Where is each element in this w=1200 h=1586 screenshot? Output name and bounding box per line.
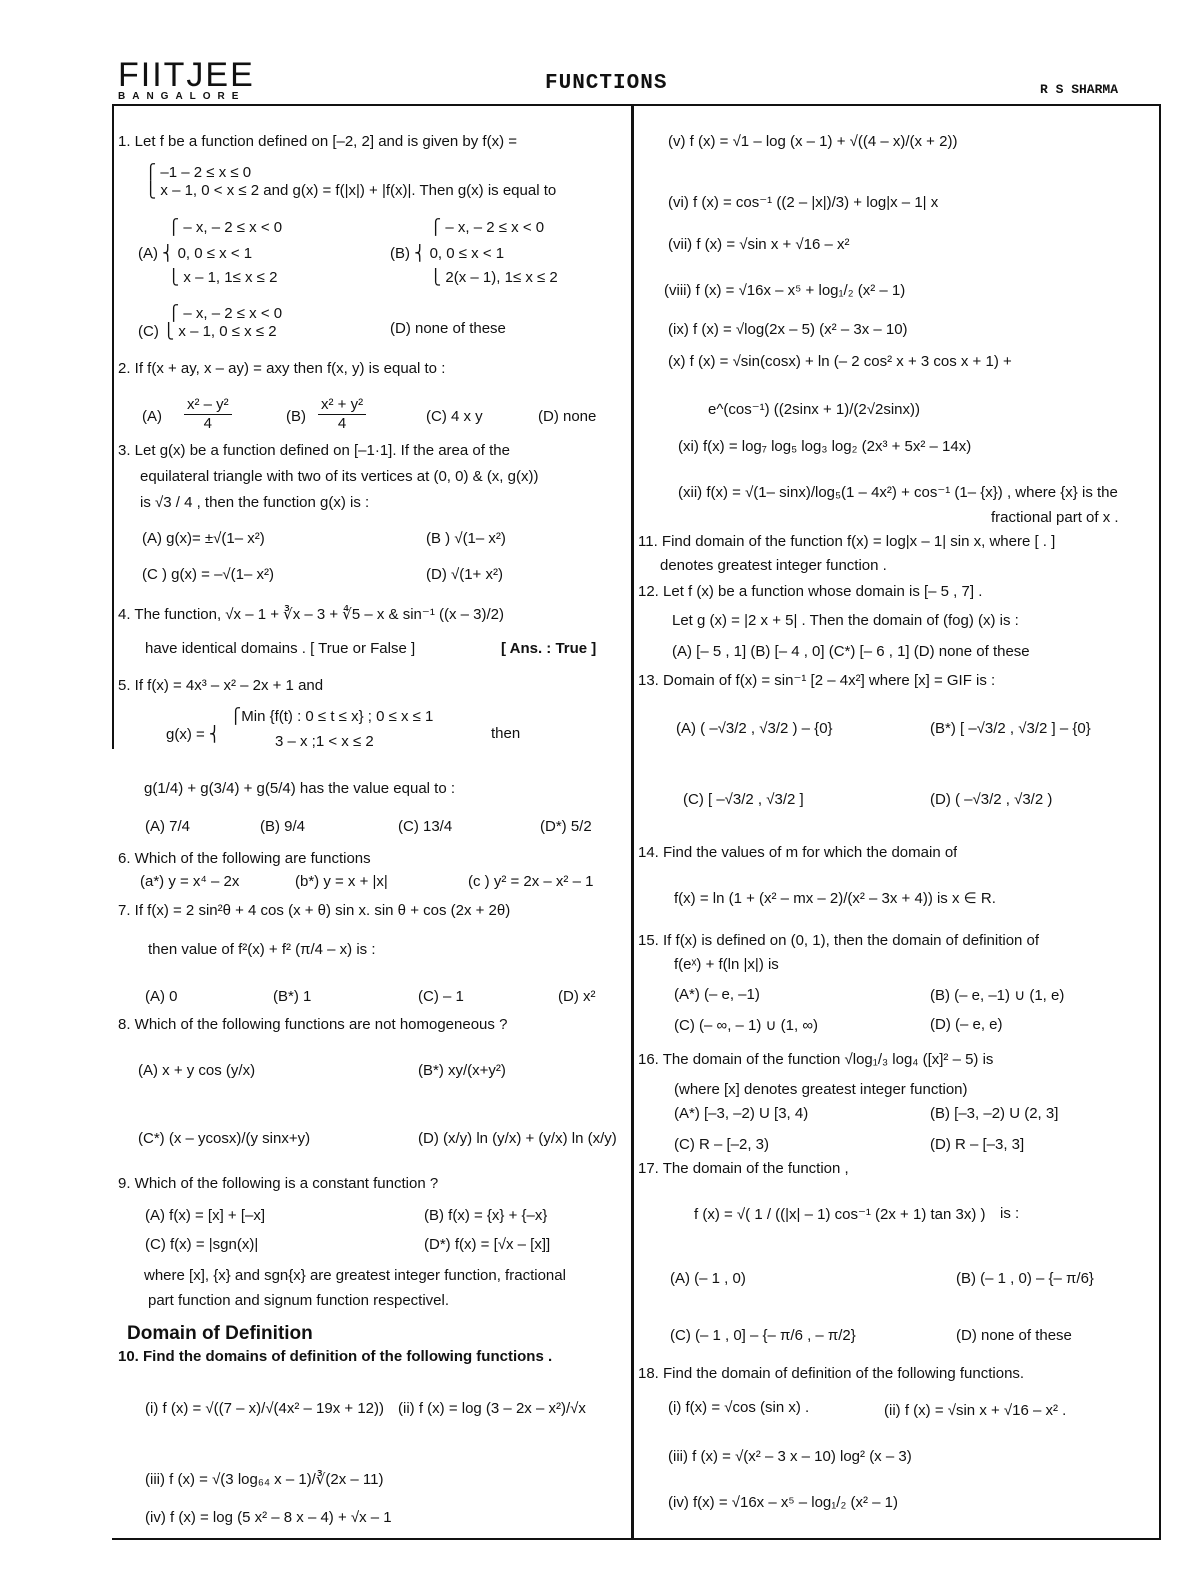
left-line: (A) f(x) = [x] + [–x] [145,1207,266,1224]
bottom-border [112,1538,1159,1540]
left-line: g(1/4) + g(3/4) + g(5/4) has the value equal to : [144,780,456,797]
left-line: 4. The function, √x – 1 + ∛x – 3 + ∜5 – x & sin⁻¹ ((x – 3)/2) [118,606,504,623]
right-line: (C) [ –√3/2 , √3/2 ] [683,791,804,808]
left-line: ⎧ –1 – 2 ≤ x ≤ 0 [145,164,252,181]
right-line: (ix) f (x) = √log(2x – 5) (x² – 3x – 10) [668,321,908,338]
right-line: (ii) f (x) = √sin x + √16 – x² . [884,1402,1067,1419]
right-line: (B*) [ –√3/2 , √3/2 ] – {0} [930,720,1091,737]
left-line: 6. Which of the following are functions [118,850,371,867]
fraction [318,396,366,433]
right-line: 11. Find domain of the function f(x) = log|x – 1| sin x, where [ . ] [638,533,1056,550]
right-line: (B) (– e, –1) ∪ (1, e) [930,987,1065,1004]
left-line: 1. Let f be a function defined on [–2, 2] and is given by f(x) = [118,133,518,150]
left-line: ⎧ – x, – 2 ≤ x < 0 [430,219,545,236]
left-line: (C*) (x – ycosx)/(y sinx+y) [138,1130,311,1147]
right-line: (v) f (x) = √1 – log (x – 1) + √((4 – x)/(x + 2)) [668,133,958,150]
right-line: (xii) f(x) = √(1– sinx)/log₅(1 – 4x²) + cos⁻¹ (1– {x}) , where {x} is the [678,484,1118,501]
left-line: ⎧Min {f(t) : 0 ≤ t ≤ x} ; 0 ≤ x ≤ 1 [230,708,434,725]
left-line: have identical domains . [ True or False ] [145,640,416,657]
right-line: f (x) = √( 1 / ((|x| – 1) cos⁻¹ (2x + 1) tan 3x) ) [694,1206,986,1223]
left-line: 7. If f(x) = 2 sin²θ + 4 cos (x + θ) sin x. sin θ + cos (2x + 2θ) [118,902,511,919]
left-line: 3. Let g(x) be a function defined on [–1·1]. If the area of the [118,442,510,459]
left-line: ⎩ 2(x – 1), 1≤ x ≤ 2 [430,269,558,286]
left-line: (B) ⎨ 0, 0 ≤ x < 1 [390,245,505,262]
left-line: (B) 9/4 [260,818,306,835]
left-line: (B) [286,408,306,425]
right-line: (x) f (x) = √sin(cosx) + ln (– 2 cos² x + 3 cos x + 1) + [668,353,1012,370]
left-line: (C) 13/4 [398,818,453,835]
left-line: (A) [142,408,162,425]
left-line: (C) f(x) = |sgn(x)| [145,1236,259,1253]
right-line: denotes greatest integer function . [660,557,887,574]
left-line: (C) ⎩ x – 1, 0 ≤ x ≤ 2 [138,323,277,340]
right-line: fractional part of x . [991,509,1119,526]
right-line: (C) (– ∞, – 1) ∪ (1, ∞) [674,1017,819,1034]
left-line: equilateral triangle with two of its vertices at (0, 0) & (x, g(x)) [140,468,539,485]
right-line: e^(cos⁻¹) ((2sinx + 1)/(2√2sinx)) [708,401,920,418]
left-line: (A) g(x)= ±√(1– x²) [142,530,265,547]
left-line: (B*) 1 [273,988,312,1005]
left-border [112,104,114,749]
left-line: 10. Find the domains of definition of the following functions . [118,1348,553,1365]
right-line: f(eˣ) + f(ln |x|) is [674,956,779,973]
left-line: (iii) f (x) = √(3 log₆₄ x – 1)/∛(2x – 11) [145,1471,384,1488]
left-line: (D) √(1+ x²) [426,566,503,583]
right-line: is : [1000,1205,1020,1222]
left-line: then [491,725,521,742]
numerator: x² + y² [318,396,366,415]
left-line: where [x], {x} and sgn{x} are greatest integer function, fractional [144,1267,566,1284]
right-line: (D) R – [–3, 3] [930,1136,1025,1153]
right-line: (iii) f (x) = √(x² – 3 x – 10) log² (x – 3) [668,1448,912,1465]
right-line: 16. The domain of the function √log₁/₃ log₄ ([x]² – 5) is [638,1051,994,1068]
left-line: (a*) y = x⁴ – 2x [140,873,240,890]
right-line: (i) f(x) = √cos (sin x) . [668,1399,810,1416]
left-line: (A) ⎨ 0, 0 ≤ x < 1 [138,245,253,262]
numerator: x² – y² [184,396,232,415]
right-line: f(x) = ln (1 + (x² – mx – 2)/(x² – 3x + 4)) is x ∈ R. [674,890,996,907]
right-line: (A) (– 1 , 0) [670,1270,746,1287]
denominator: 4 [203,415,212,432]
right-line: (vi) f (x) = cos⁻¹ ((2 – |x|)/3) + log|x – 1| x [668,194,939,211]
left-line: (i) f (x) = √((7 – x)/√(4x² – 19x + 12)) [145,1400,385,1417]
right-line: (where [x] denotes greatest integer function) [674,1081,968,1098]
left-line: (D) (x/y) ln (y/x) + (y/x) ln (x/y) [418,1130,617,1147]
right-line: (B) (– 1 , 0) – {– π/6} [956,1270,1094,1287]
fraction [184,396,232,433]
left-line: ⎧ – x, – 2 ≤ x < 0 [168,219,283,236]
right-line: (A*) (– e, –1) [674,986,760,1003]
right-line: 13. Domain of f(x) = sin⁻¹ [2 – 4x²] where [x] = GIF is : [638,672,996,689]
left-line: 3 – x ;1 < x ≤ 2 [275,733,374,750]
right-line: (D) ( –√3/2 , √3/2 ) [930,791,1053,808]
column-divider [631,104,634,1540]
left-line: 2. If f(x + ay, x – ay) = axy then f(x, y) is equal to : [118,360,446,377]
author-name: R S SHARMA [1040,82,1119,97]
right-line: (viii) f (x) = √16x – x⁵ + log₁/₂ (x² – 1) [664,282,906,299]
left-line: (A) 0 [145,988,178,1005]
right-line: (A) ( –√3/2 , √3/2 ) – {0} [676,720,833,737]
left-line: (D) none of these [390,320,506,337]
left-line: part function and signum function respectivel. [148,1292,450,1309]
logo-subtitle: BANGALORE [118,91,246,102]
left-line: 5. If f(x) = 4x³ – x² – 2x + 1 and [118,677,324,694]
left-line: then value of f²(x) + f² (π/4 – x) is : [148,941,376,958]
left-line: ⎧ – x, – 2 ≤ x < 0 [168,305,283,322]
section-heading: Domain of Definition [127,1323,313,1344]
right-line: (xi) f(x) = log₇ log₅ log₃ log₂ (2x³ + 5x² – 14x) [678,438,972,455]
right-line: 14. Find the values of m for which the domain of [638,844,958,861]
left-line: 8. Which of the following functions are not homogeneous ? [118,1016,508,1033]
left-line: (D*) 5/2 [540,818,592,835]
denominator: 4 [337,415,347,432]
left-line: (C) 4 x y [426,408,483,425]
page-title: FUNCTIONS [545,72,668,95]
left-line: (D) x² [558,988,596,1005]
left-line: (D) none [538,408,597,425]
left-line: [ Ans. : True ] [501,640,597,657]
page-header [0,0,1200,110]
left-line: (c ) y² = 2x – x² – 1 [468,873,594,890]
right-line: (C) R – [–2, 3) [674,1136,770,1153]
left-line: (C) – 1 [418,988,464,1005]
left-line: (A) 7/4 [145,818,191,835]
right-line: 15. If f(x) is defined on (0, 1), then the domain of definition of [638,932,1040,949]
right-line: (D) none of these [956,1327,1072,1344]
right-line: (A) [– 5 , 1] (B) [– 4 , 0] (C*) [– 6 , 1] (D) none of these [672,643,1030,660]
logo: FIITJEE [118,56,255,94]
left-line: (B ) √(1– x²) [426,530,506,547]
right-line: (vii) f (x) = √sin x + √16 – x² [668,236,850,253]
right-line: Let g (x) = |2 x + 5| . Then the domain of (fog) (x) is : [672,612,1019,629]
right-line: (A*) [–3, –2) U [3, 4) [674,1105,809,1122]
left-line: 9. Which of the following is a constant function ? [118,1175,439,1192]
right-line: 17. The domain of the function , [638,1160,849,1177]
left-line: (ii) f (x) = log (3 – 2x – x²)/√x [398,1400,586,1417]
left-line: g(x) = ⎨ [166,726,221,743]
right-line: (B) [–3, –2) U (2, 3] [930,1105,1059,1122]
left-line: (iv) f (x) = log (5 x² – 8 x – 4) + √x – 1 [145,1509,392,1526]
left-line: ⎩ x – 1, 0 < x ≤ 2 and g(x) = f(|x|) + |f(x)|. Then g(x) is equal to [145,182,557,199]
right-line: 18. Find the domain of definition of the following functions. [638,1365,1025,1382]
left-line: (b*) y = x + |x| [295,873,388,890]
left-line: (A) x + y cos (y/x) [138,1062,256,1079]
left-line: (C ) g(x) = –√(1– x²) [142,566,274,583]
left-line: (D*) f(x) = [√x – [x]] [424,1236,551,1253]
left-line: is √3 / 4 , then the function g(x) is : [140,494,370,511]
left-line: (B) f(x) = {x} + {–x} [424,1207,548,1224]
right-line: (iv) f(x) = √16x – x⁵ – log₁/₂ (x² – 1) [668,1494,898,1511]
left-line: (B*) xy/(x+y²) [418,1062,506,1079]
right-line: (D) (– e, e) [930,1016,1003,1033]
right-line: (C) (– 1 , 0] – {– π/6 , – π/2} [670,1327,856,1344]
left-line: ⎩ x – 1, 1≤ x ≤ 2 [168,269,278,286]
right-line: 12. Let f (x) be a function whose domain is [– 5 , 7] . [638,583,983,600]
